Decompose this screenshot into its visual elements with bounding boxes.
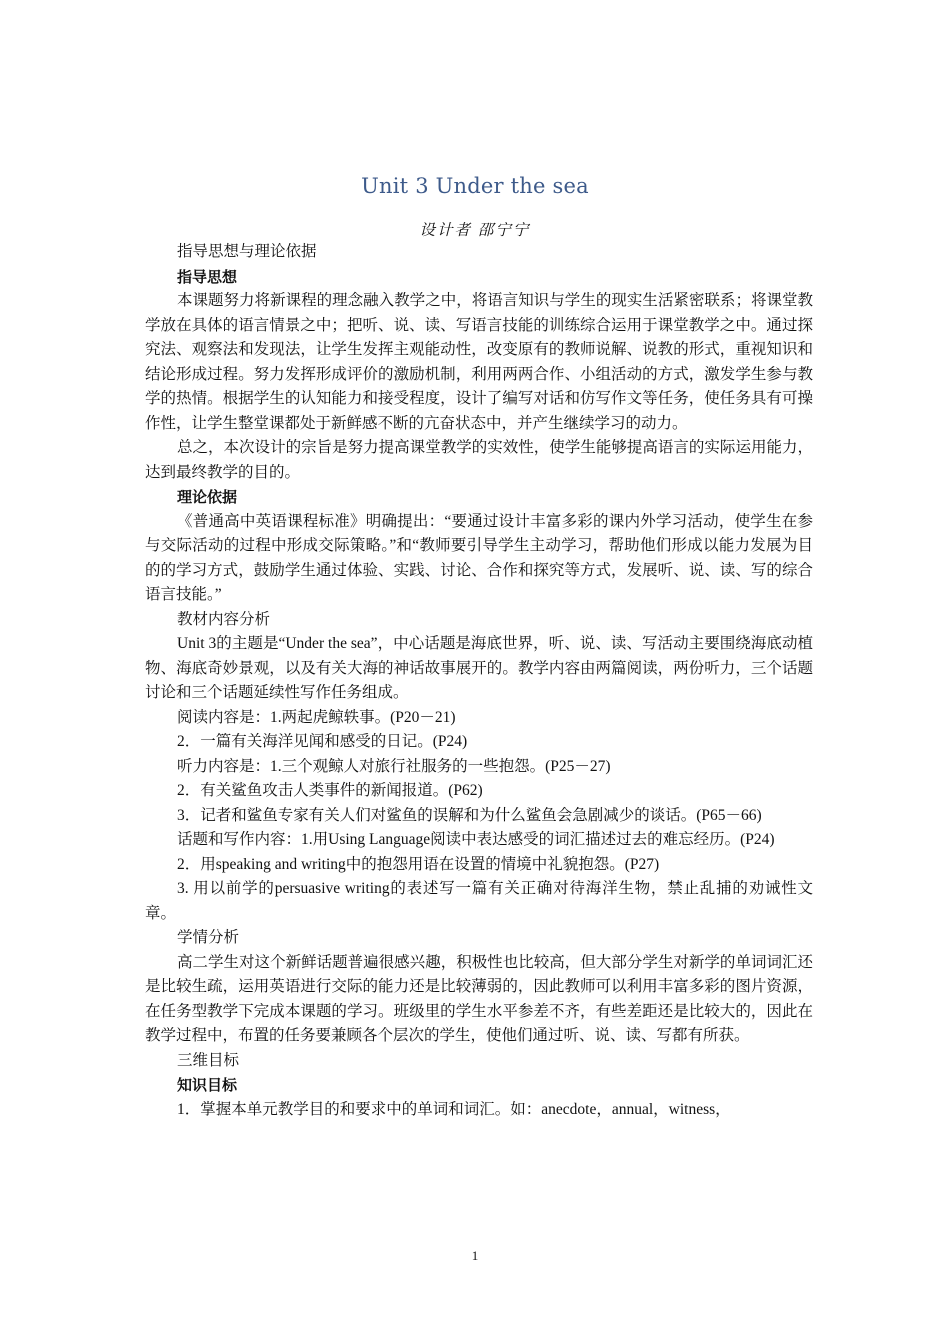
list-item: 3．记者和鲨鱼专家有关人们对鲨鱼的误解和为什么鲨鱼会急剧减少的谈话。(P65－66) <box>177 806 762 824</box>
list-item: 阅读内容是：1.两起虎鲸轶事。(P20－21) <box>177 708 456 726</box>
section-heading: 指导思想与理论依据 <box>177 243 317 260</box>
list-item: 2．一篇有关海洋见闻和感受的日记。(P24) <box>177 733 468 750</box>
list-item: 2．用speaking and writing中的抱怨用语在设置的情境中礼貌抱怨。(P27) <box>177 855 660 873</box>
list-item: 听力内容是：1.三个观鲸人对旅行社服务的一些抱怨。(P25－27) <box>177 757 611 775</box>
section-heading: 教材内容分析 <box>177 610 271 628</box>
section-heading: 三维目标 <box>177 1051 240 1069</box>
subsection-heading: 知识目标 <box>177 1076 238 1094</box>
list-item: 1．掌握本单元教学目的和要求中的单词和词汇。如：anecdote，annual，witness， <box>177 1100 731 1118</box>
section-heading: 学情分析 <box>177 929 240 946</box>
document-title: Unit 3 Under the sea <box>361 174 589 198</box>
subsection-heading: 指导思想 <box>177 267 238 286</box>
paragraph: 《普通高中英语课程标准》明确提出：“要通过设计丰富多彩的课内外学习活动，使学生在参与交际活动的过程中形成交际策略。”和“教师要引导学生主动学习，帮助他们形成以能力发展为目的的学习方式，鼓励学生通过体验、实践、讨论、合作和探究等方式，发展听、说、读、写的综合语言技能。” <box>145 512 813 603</box>
list-item: 话题和写作内容：1.用Using Language阅读中表达感受的词汇描述过去的难忘经历。(P24) <box>177 831 775 848</box>
list-item: 3. 用以前学的persuasive writing的表述写一篇有关正确对待海洋生物，禁止乱捕的劝诫性文章。 <box>145 880 813 922</box>
paragraph: 高二学生对这个新鲜话题普遍很感兴趣，积极性也比较高，但大部分学生对新学的单词词汇还是比较生疏，运用英语进行交际的能力还是比较薄弱的，因此教师可以利用丰富多彩的图片资源，在任务型教学下完成本课题的学习。班级里的学生水平参差不齐，有些差距还是比较大的，因此在教学过程中，布置的任务要兼顾各个层次的学生，使他们通过听、说、读、写都有所获。 <box>145 953 813 1044</box>
paragraph: 总之，本次设计的宗旨是努力提高课堂教学的实效性，使学生能够提高语言的实际运用能力，达到最终教学的目的。 <box>145 439 813 481</box>
author-byline: 设计者 邵宁宁 <box>419 222 531 239</box>
paragraph: 本课题努力将新课程的理念融入教学之中，将语言知识与学生的现实生活紧密联系；将课堂教学放在具体的语言情景之中；把听、说、读、写语言技能的训练综合运用于课堂教学之中。通过探究法、观察法和发现法，让学生发挥主观能动性，改变原有的教师说解、说教的形式，重视知识和结论形成过程。努力发挥形成评价的激励机制，利用两两合作、小组活动的方式，激发学生参与教学的热情。根据学生的认知能力和接受程度，设计了编写对话和仿写作文等任务，使任务具有可操作性，让学生整堂课都处于新鲜感不断的亢奋状态中，并产生继续学习的动力。 <box>145 292 813 432</box>
document-body <box>145 240 813 1122</box>
page-number: 1 <box>471 1248 479 1263</box>
subsection-heading: 理论依据 <box>177 488 238 506</box>
list-item: 2．有关鲨鱼攻击人类事件的新闻报道。(P62) <box>177 782 483 799</box>
paragraph: Unit 3的主题是“Under the sea”，中心话题是海底世界，听、说、读、写活动主要围绕海底动植物、海底奇妙景观，以及有关大海的神话故事展开的。教学内容由两篇阅读，两份听力，三个话题讨论和三个话题延续性写作任务组成。 <box>145 635 813 701</box>
